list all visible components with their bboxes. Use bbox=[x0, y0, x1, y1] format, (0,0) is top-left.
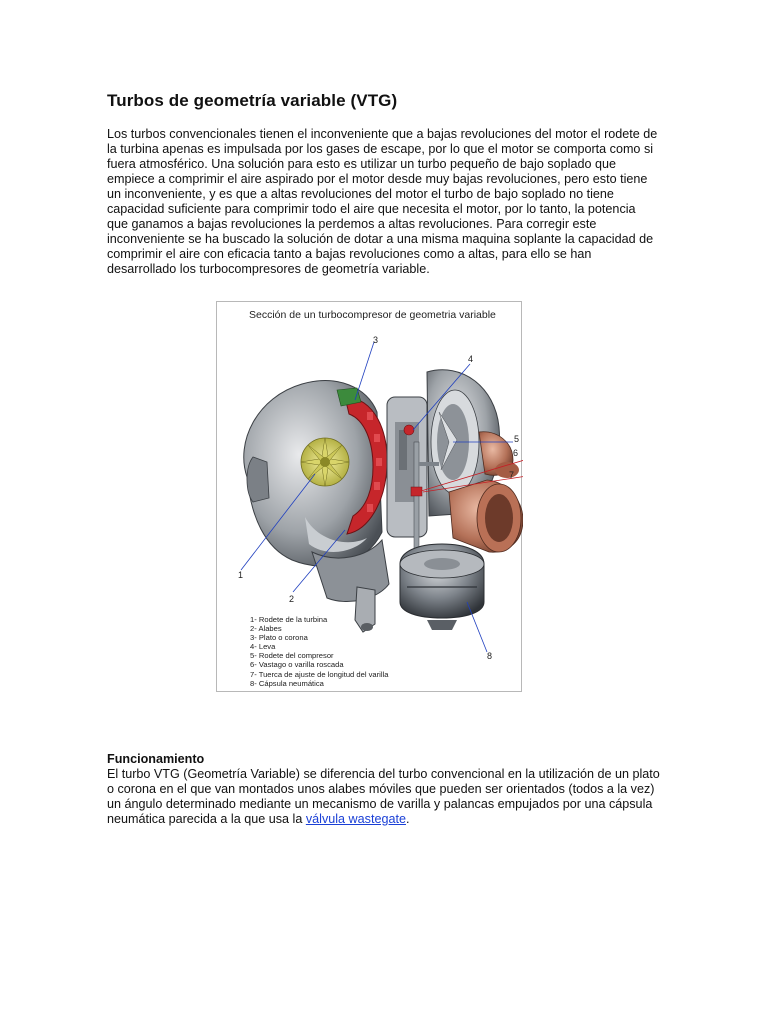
page-title: Turbos de geometría variable (VTG) bbox=[107, 91, 398, 110]
callout-8: 8 bbox=[487, 651, 493, 661]
functioning-text: El turbo VTG (Geometría Variable) se diferencia del turbo convencional en la utilización de un plato o corona en el que van montados unos alabes móviles que pueden ser orientados (todos a la vez) un ángulo determinado mediante un mecanismo de varilla y palancas empujados por una cápsula neumática parecida a la que usa la bbox=[107, 767, 660, 826]
compressor-outlet bbox=[449, 480, 523, 552]
legend-item: 2- Alabes bbox=[250, 624, 282, 634]
center-housing bbox=[387, 397, 427, 537]
functioning-paragraph bbox=[107, 767, 660, 827]
legend-item: 3- Plato o corona bbox=[250, 633, 308, 643]
section-heading-funcionamiento: Funcionamiento bbox=[107, 752, 205, 766]
figure-caption: Sección de un turbocompresor de geometria variable bbox=[249, 309, 496, 321]
callout-6: 6 bbox=[513, 448, 519, 458]
legend-item: 8- Cápsula neumática bbox=[250, 678, 324, 688]
legend-item: 5- Rodete del compresor bbox=[250, 651, 334, 661]
turbo-figure bbox=[216, 301, 522, 692]
turbine-wheel bbox=[301, 438, 349, 486]
callout-4: 4 bbox=[468, 354, 474, 364]
legend-item: 7- Tuerca de ajuste de longitud del varilla bbox=[250, 669, 389, 679]
pneumatic-capsule bbox=[400, 544, 484, 630]
callout-2: 2 bbox=[289, 594, 295, 604]
legend-item: 6- Vastago o varilla roscada bbox=[250, 660, 344, 670]
callout-7: 7 bbox=[509, 470, 515, 480]
callout-5: 5 bbox=[514, 434, 520, 444]
functioning-end: . bbox=[405, 812, 410, 826]
figure-legend bbox=[250, 615, 388, 688]
legend-item: 1- Rodete de la turbina bbox=[250, 615, 328, 624]
callout-1: 1 bbox=[238, 570, 244, 580]
wastegate-link[interactable]: válvula wastegate bbox=[305, 812, 406, 826]
callout-3: 3 bbox=[373, 335, 379, 345]
legend-item: 4- Leva bbox=[250, 642, 276, 652]
intro-paragraph: Los turbos convencionales tienen el inconveniente que a bajas revoluciones del motor el rodete de la turbina apenas es impulsada por los gases de escape, por lo que el motor se comporta como si fuera atmosférico. Una solución para esto es utilizar un turbo pequeño de bajo soplado que empiece a comprimir el aire aspirado por el motor desde muy bajas revoluciones, pero esto tiene un inconveniente, y es que a altas revoluciones del motor el turbo de bajo soplado no tiene capacidad suficiente para comprimir todo el aire que necesita el motor, por lo tanto, la potencia que ganamos a bajas revoluciones la perdemos a altas revoluciones. Para corregir este inconveniente se ha buscado la solución de dotar a una misma maquina soplante la capacidad de comprimir el aire con eficacia tanto a bajas revoluciones como a altas, para ello se han desarrollado los turbocompresores de geometría variable. bbox=[107, 127, 658, 276]
